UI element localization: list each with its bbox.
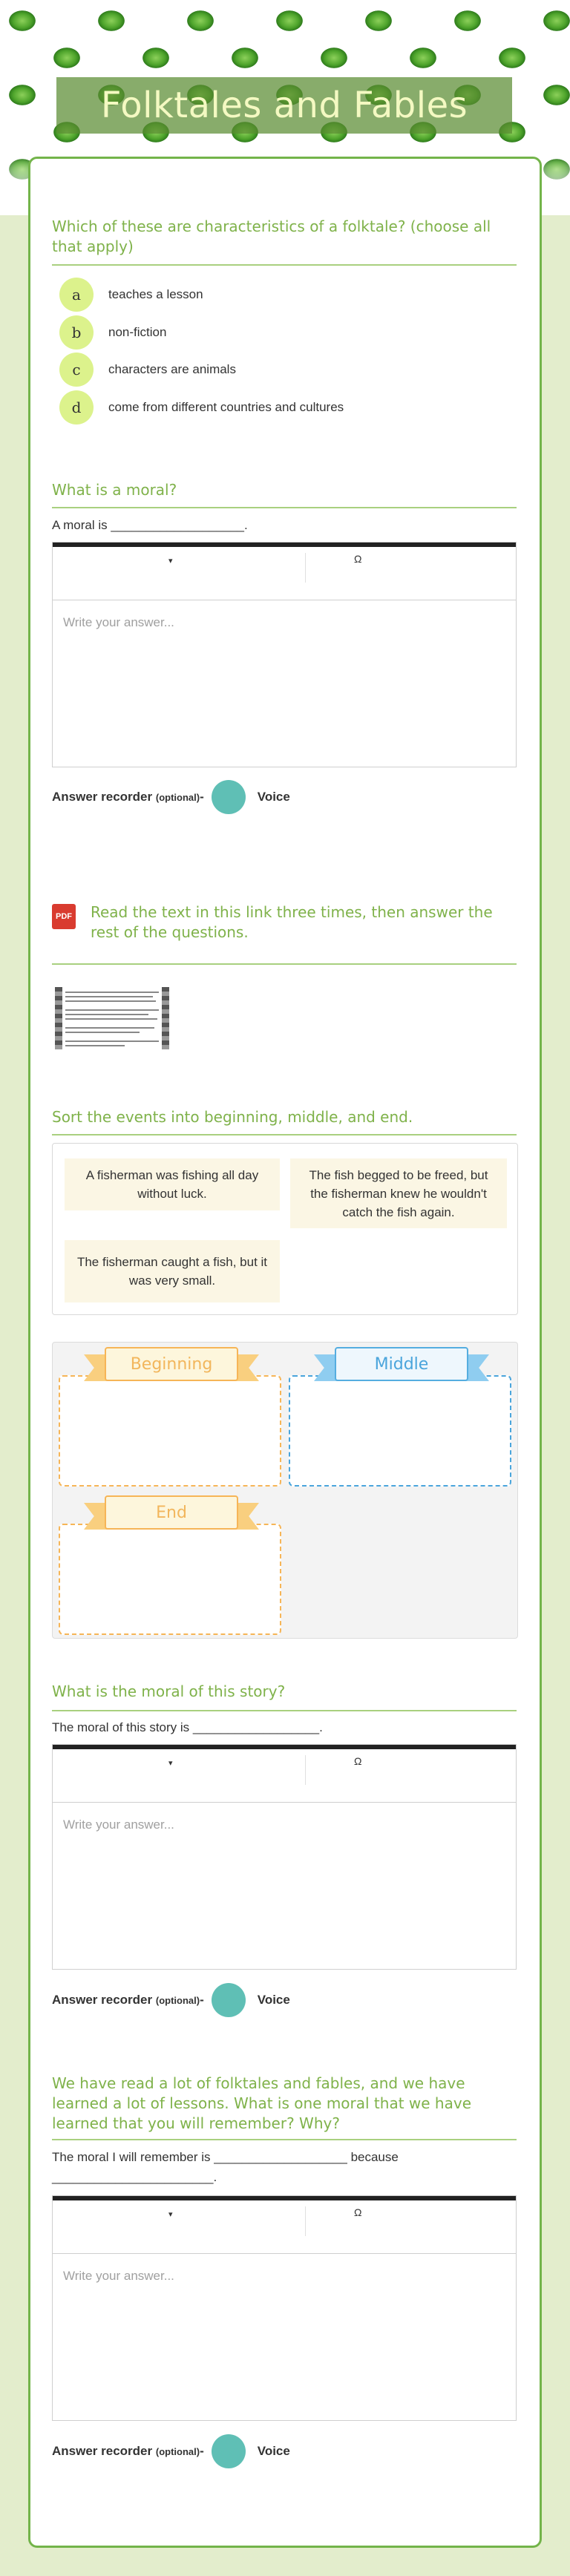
q1-title: Which of these are characteristics of a folktale? (choose all that apply) bbox=[52, 217, 491, 255]
answer-recorder: Answer recorder (optional) - Voice bbox=[52, 779, 290, 816]
end-label: End bbox=[105, 1495, 238, 1530]
divider bbox=[52, 507, 517, 508]
drop-zone-beginning[interactable] bbox=[59, 1375, 281, 1487]
recorder-label: Answer recorder bbox=[52, 2444, 153, 2458]
option-label: teaches a lesson bbox=[108, 287, 203, 301]
answer-editor[interactable] bbox=[52, 2195, 517, 2421]
dropdown-arrow-icon[interactable]: ▾ bbox=[168, 1759, 173, 1768]
option-label: non-fiction bbox=[108, 325, 167, 339]
record-button[interactable] bbox=[212, 1983, 246, 2017]
drop-zone-middle[interactable] bbox=[289, 1375, 511, 1487]
q2-prompt: A moral is ___________________. bbox=[52, 518, 248, 532]
option-letter: c bbox=[59, 353, 94, 387]
option-label: characters are animals bbox=[108, 362, 236, 376]
option-a[interactable] bbox=[59, 278, 505, 312]
q4-title: What is the moral of this story? bbox=[52, 1682, 286, 1700]
option-letter: d bbox=[59, 390, 94, 425]
q5-prompt-line2: _______________________. bbox=[52, 2170, 217, 2184]
record-button[interactable] bbox=[212, 780, 246, 814]
q5-title: We have read a lot of folktales and fables, and we have learned a lot of lessons. What is one moral that we have learned that you will remember? Why? bbox=[52, 2074, 471, 2132]
dropdown-arrow-icon[interactable]: ▾ bbox=[168, 557, 173, 566]
answer-recorder: Answer recorder (optional) - Voice bbox=[52, 2433, 290, 2470]
middle-label: Middle bbox=[335, 1347, 468, 1381]
divider bbox=[52, 1710, 517, 1711]
option-label: come from different countries and cultures bbox=[108, 400, 344, 414]
special-characters-icon[interactable]: Ω bbox=[354, 1755, 362, 1767]
option-letter: a bbox=[59, 278, 94, 312]
beginning-label: Beginning bbox=[105, 1347, 238, 1381]
answer-recorder: Answer recorder (optional) - Voice bbox=[52, 1982, 290, 2019]
divider bbox=[52, 1134, 517, 1135]
special-characters-icon[interactable]: Ω bbox=[354, 2206, 362, 2218]
option-c[interactable] bbox=[59, 353, 505, 387]
option-letter: b bbox=[59, 315, 94, 350]
option-b[interactable] bbox=[59, 315, 505, 350]
answer-editor[interactable] bbox=[52, 542, 517, 767]
editor-toolbar bbox=[53, 2200, 516, 2254]
answer-input[interactable]: Write your answer... bbox=[63, 2269, 174, 2283]
pdf-thumbnail[interactable] bbox=[55, 987, 169, 1049]
option-d[interactable] bbox=[59, 390, 505, 425]
answer-input[interactable]: Write your answer... bbox=[63, 615, 174, 629]
recorder-optional: (optional) bbox=[155, 2445, 200, 2457]
pdf-instructions: Read the text in this link three times, then answer the rest of the questions. bbox=[91, 903, 493, 941]
special-characters-icon[interactable]: Ω bbox=[354, 553, 362, 565]
sort-card[interactable]: A fisherman was fishing all day without luck. bbox=[65, 1158, 280, 1210]
divider bbox=[52, 963, 517, 965]
recorder-voice-label: Voice bbox=[257, 2444, 290, 2458]
sort-drop-area bbox=[52, 1342, 518, 1639]
recorder-label: Answer recorder bbox=[52, 1993, 153, 2007]
answer-input[interactable]: Write your answer... bbox=[63, 1818, 174, 1832]
editor-toolbar bbox=[53, 1749, 516, 1803]
sort-card[interactable]: The fisherman caught a fish, but it was very small. bbox=[65, 1240, 280, 1302]
recorder-optional: (optional) bbox=[155, 1994, 200, 2006]
recorder-voice-label: Voice bbox=[257, 790, 290, 804]
recorder-voice-label: Voice bbox=[257, 1993, 290, 2007]
sort-cards-tray bbox=[52, 1143, 518, 1315]
pdf-icon[interactable]: PDF bbox=[52, 904, 76, 929]
drop-zone-end[interactable] bbox=[59, 1524, 281, 1635]
editor-toolbar bbox=[53, 547, 516, 600]
sort-title: Sort the events into beginning, middle, and end. bbox=[52, 1108, 413, 1126]
q4-prompt: The moral of this story is __________________. bbox=[52, 1720, 323, 1734]
sort-card[interactable]: The fish begged to be freed, but the fisherman knew he wouldn't catch the fish again. bbox=[290, 1158, 507, 1228]
q5-prompt-line1: The moral I will remember is ___________________ because bbox=[52, 2150, 399, 2164]
divider bbox=[52, 2139, 517, 2140]
q2-title: What is a moral? bbox=[52, 481, 177, 499]
record-button[interactable] bbox=[212, 2434, 246, 2468]
recorder-label: Answer recorder bbox=[52, 790, 153, 804]
page-title: Folktales and Fables bbox=[100, 85, 468, 126]
dropdown-arrow-icon[interactable]: ▾ bbox=[168, 2210, 173, 2219]
answer-editor[interactable] bbox=[52, 1744, 517, 1970]
recorder-optional: (optional) bbox=[155, 791, 200, 803]
divider bbox=[52, 264, 517, 266]
